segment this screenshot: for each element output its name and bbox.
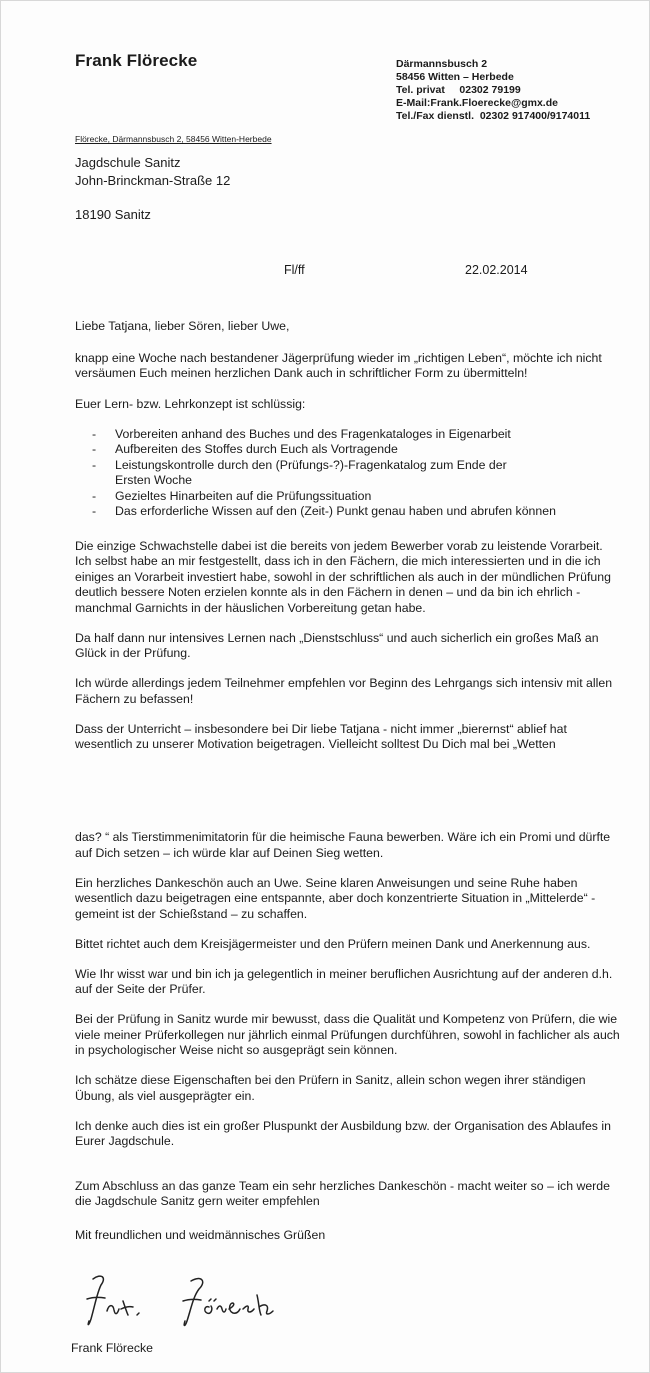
- sender-city: 58456 Witten – Herbede: [396, 71, 514, 83]
- paragraph-3: Die einzige Schwachstelle dabei ist die bereits von jedem Bewerber vorab zu leistende Vorarbeit. Ich selbst habe an mir festgestellt, dass ich in den Fächern, die mich interessierten und in die ich einiges an Vorarbeit investiert habe, sowohl in der schriftlichen als auch in der mündlichen Prüfung deutlich bessere Noten erzielen konnte als in den Fächern in denen – und da bin ich ehrlich - manchmal Garnichts in der häuslichen Vorbereitung getan habe.: [75, 538, 611, 615]
- paragraph-1: knapp eine Woche nach bestandener Jägerprüfung wieder im „richtigen Leben“, möchte ich nicht versäumen Euch meinen herzlichen Dank auch in schriftlicher Form zu übermitteln!: [75, 350, 602, 380]
- letter-body-part-2: [75, 830, 620, 1258]
- sender-email: E-Mail:Frank.Floerecke@gmx.de: [396, 97, 558, 109]
- list-item: - Vorbereiten anhand des Buches und des Fragenkataloges in Eigenarbeit: [75, 427, 615, 443]
- sender-name: Frank Flörecke: [75, 51, 198, 70]
- handwritten-signature: [83, 1271, 333, 1331]
- return-address-line: Flörecke, Därmannsbusch 2, 58456 Witten-Herbede: [75, 134, 272, 144]
- closing: Mit freundlichen und weidmännisches Grüßen: [75, 1227, 326, 1242]
- paragraph-14: Zum Abschluss an das ganze Team ein sehr herzliches Dankeschön - macht weiter so – ich werde die Jagdschule Sanitz gern weiter empfehlen: [75, 1178, 610, 1208]
- list-item: - Gezieltes Hinarbeiten auf die Prüfungssituation: [75, 489, 615, 505]
- recipient-address: [75, 154, 230, 224]
- recipient-name: Jagdschule Sanitz: [75, 155, 181, 170]
- signer-name: Frank Flörecke: [71, 1341, 154, 1355]
- paragraph-4: Da half dann nur intensives Lernen nach „Dienstschluss“ und auch sicherlich ein großes Maß an Glück in der Prüfung.: [75, 630, 599, 660]
- paragraph-8: Ein herzliches Dankeschön auch an Uwe. Seine klaren Anweisungen und seine Ruhe haben wesentlich dazu beigetragen eine entspannte, aber doch konzentrierte Situation in „Mittelerde“ - gemeint ist der Schießstand – zu schaffen.: [75, 875, 596, 921]
- paragraph-9: Bittet richtet auch dem Kreisjägermeister und den Prüfern meinen Dank und Anerkennung aus.: [75, 936, 591, 951]
- sender-fax: Tel./Fax dienstl. 02302 917400/9174011: [396, 110, 591, 122]
- paragraph-10: Wie Ihr wisst war und bin ich ja gelegentlich in meiner beruflichen Ausrichtung auf der anderen d.h. auf der Seite der Prüfer.: [75, 966, 613, 996]
- paragraph-12: Ich schätze diese Eigenschaften bei den Prüfern in Sanitz, allein schon wegen ihrer ständigen Übung, als viel ausgeprägter ein.: [75, 1073, 586, 1103]
- list-item: - Leistungskontrolle durch den (Prüfungs-?)-Fragenkatalog zum Ende der Ersten Woche: [75, 458, 615, 489]
- paragraph-11: Bei der Prüfung in Sanitz wurde mir bewusst, dass die Qualität und Kompetenz von Prüfern, die wie viele meiner Prüferkollegen nur jährlich einmal Prüfungen durchführen, sowohl in fachlicher als auch in psychologischer Weise nicht so ausgeprägt sein können.: [75, 1012, 620, 1057]
- letter-date: 22.02.2014: [465, 263, 528, 277]
- reference-code: Fl/ff: [284, 263, 305, 277]
- recipient-street: John-Brinckman-Straße 12: [75, 173, 231, 188]
- paragraph-2: Euer Lern- bzw. Lehrkonzept ist schlüssig:: [75, 396, 306, 411]
- sender-street: Därmannsbusch 2: [396, 58, 488, 70]
- list-item: - Aufbereiten des Stoffes durch Euch als Vortragende: [75, 442, 615, 458]
- recipient-city: 18190 Sanitz: [75, 207, 151, 222]
- salutation: Liebe Tatjana, lieber Sören, lieber Uwe,: [75, 319, 290, 333]
- list-item: - Das erforderliche Wissen auf den (Zeit-) Punkt genau haben und abrufen können: [75, 504, 615, 520]
- paragraph-7: das? “ als Tierstimmenimitatorin für die heimische Fauna bewerben. Wäre ich ein Promi und dürfte auf Dich setzen – ich würde klar auf Deinen Sieg wetten.: [75, 830, 611, 860]
- paragraph-6: Dass der Unterricht – insbesondere bei Dir liebe Tatjana - nicht immer „bierernst“ ablief hat wesentlich zu unserer Motivation beigetragen. Vielleicht solltest Du Dich mal bei „Wetten: [75, 721, 567, 751]
- sender-address-block: [396, 58, 590, 123]
- concept-list: [75, 427, 615, 520]
- paragraph-5: Ich würde allerdings jedem Teilnehmer empfehlen vor Beginn des Lehrgangs sich intensiv mit allen Fächern zu befassen!: [75, 676, 613, 706]
- letter-body-part-1: [75, 319, 615, 767]
- sender-phone: Tel. privat 02302 79199: [396, 84, 521, 96]
- paragraph-13: Ich denke auch dies ist ein großer Pluspunkt der Ausbildung bzw. der Organisation des Ablaufes in Eurer Jagdschule.: [75, 1118, 611, 1148]
